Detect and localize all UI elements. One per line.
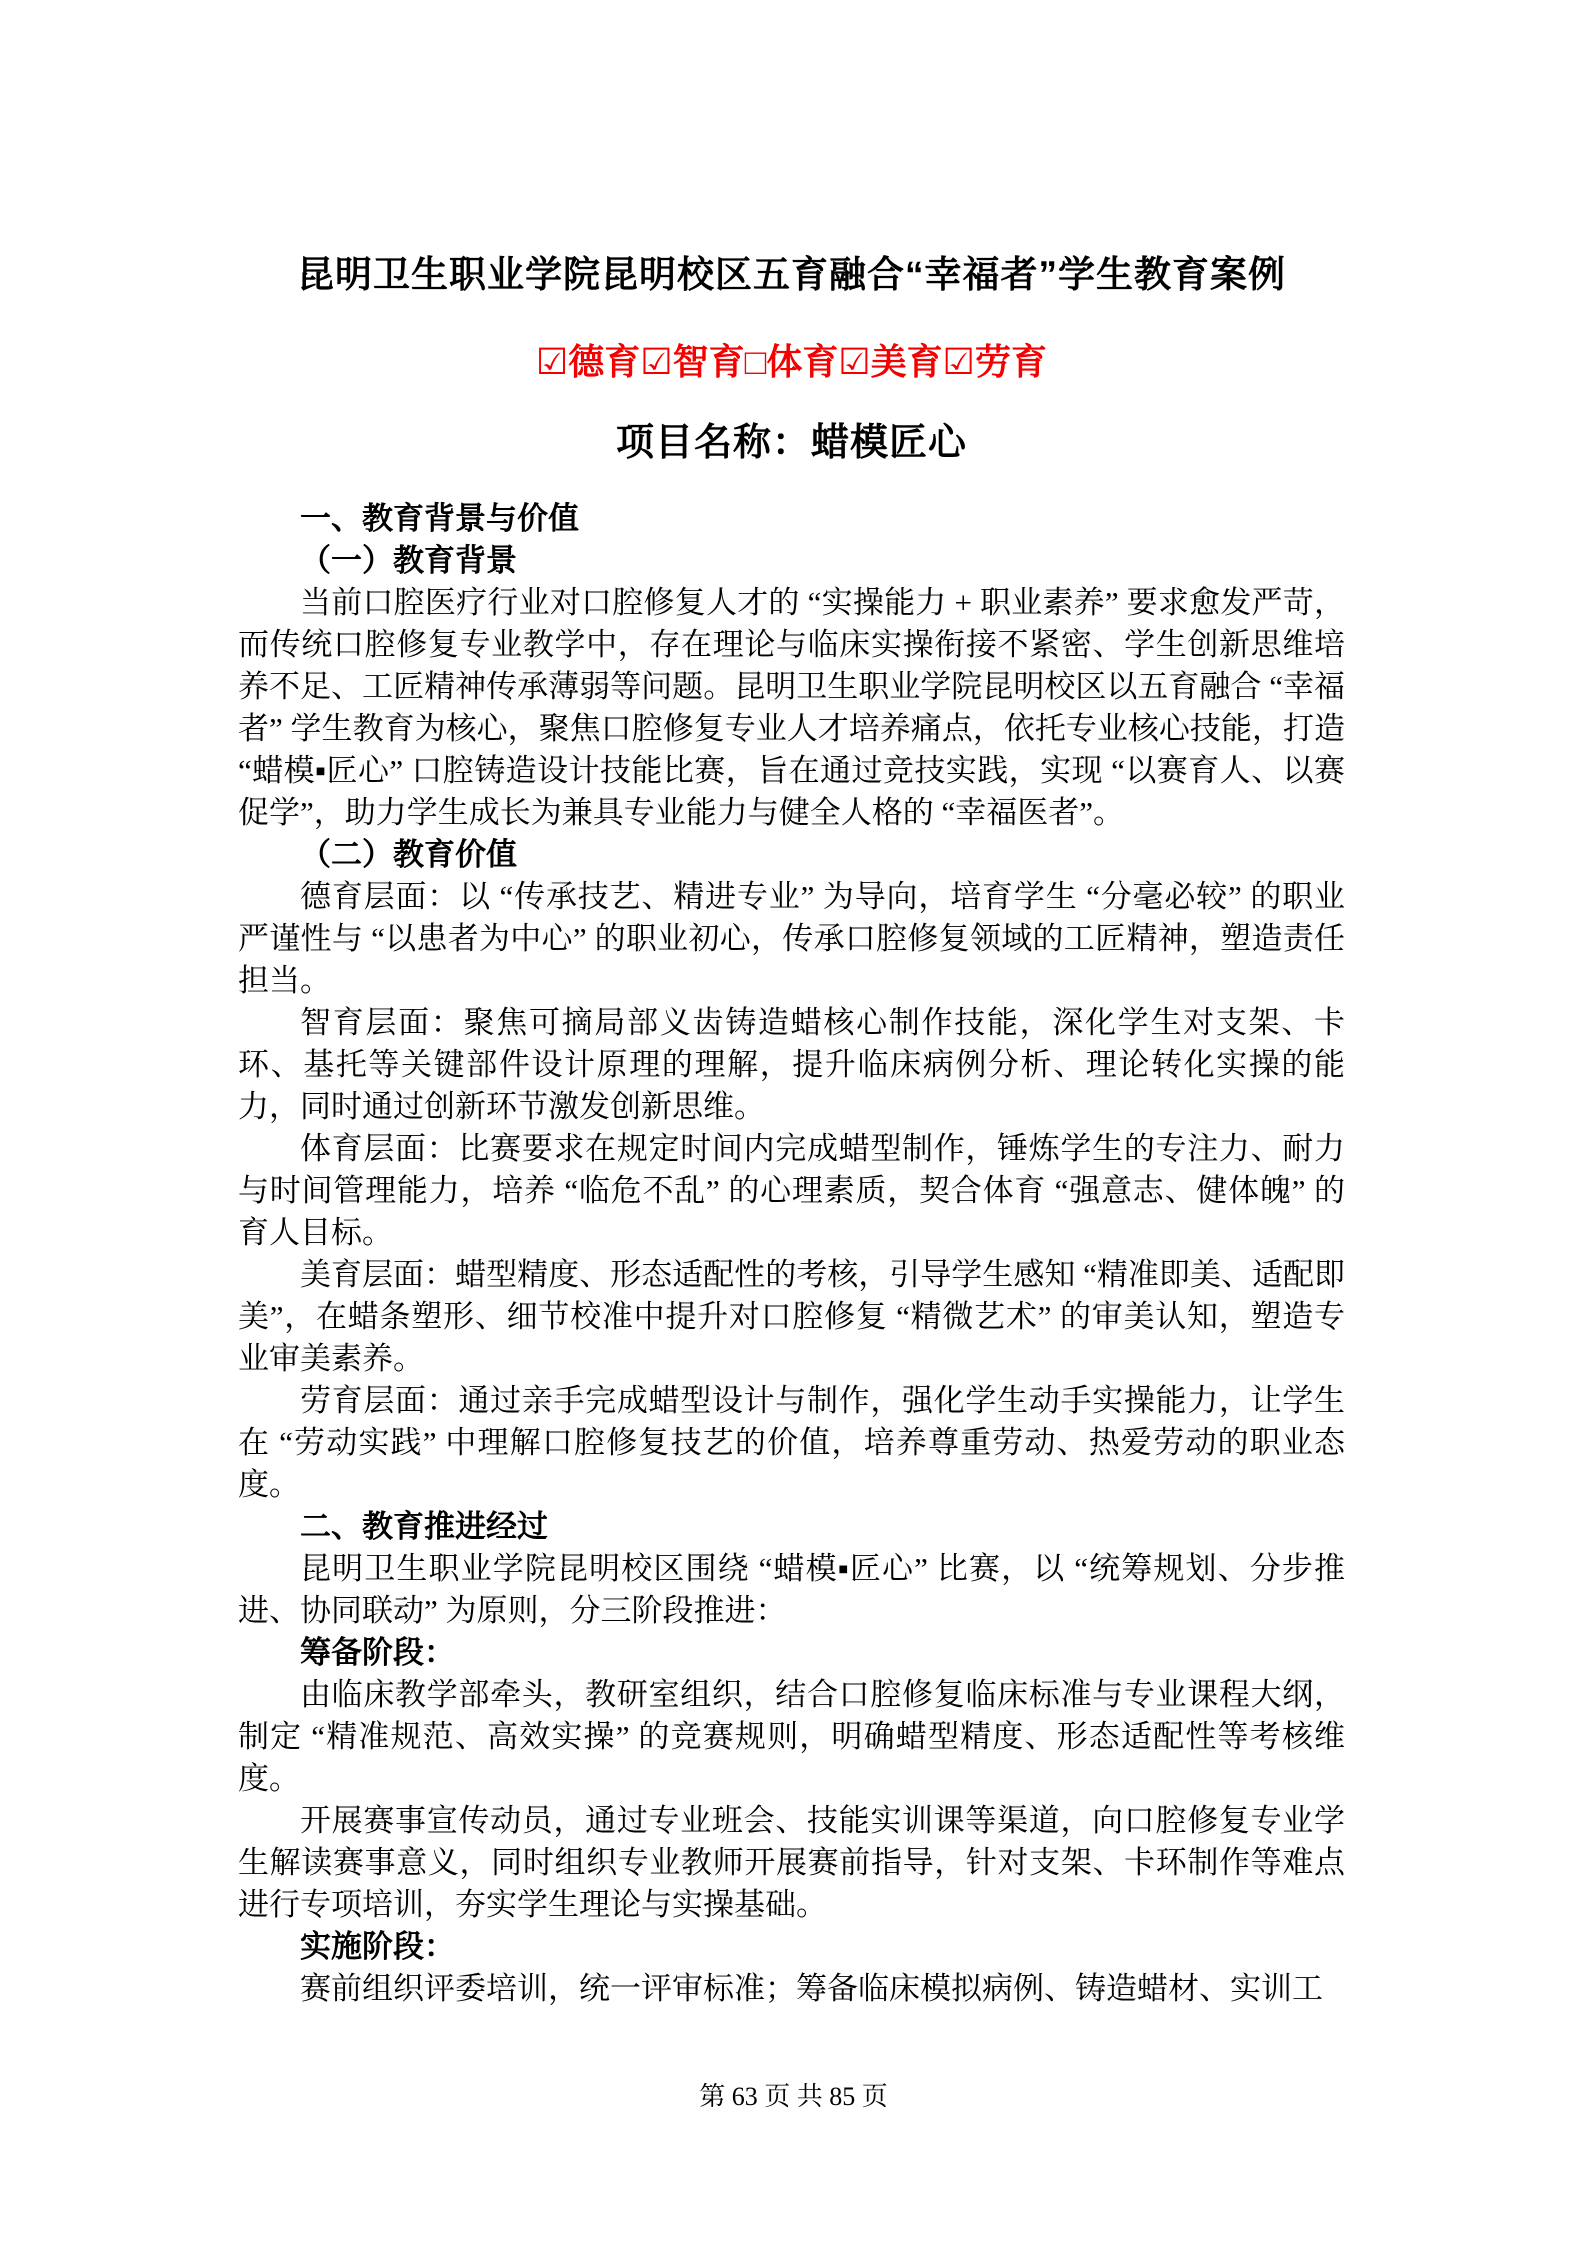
paragraph-process-intro: 昆明卫生职业学院昆明校区围绕 “蜡模▪匠心” 比赛，以 “统筹规划、分步推进、协同联动” 为原则，分三阶段推进： [238,1550,1345,1628]
paragraph-physical-edu: 体育层面：比赛要求在规定时间内完成蜡型制作，锤炼学生的专注力、耐力与时间管理能力，培养 “临危不乱” 的心理素质，契合体育 “强意志、健体魄” 的育人目标。 [238,1130,1345,1250]
five-edu-label-zhi: 智育 [672,341,745,383]
checked-checkbox-icon: ☑ [640,341,673,383]
five-edu-label-de: 德育 [568,341,641,383]
stage-heading-implementation: 实施阶段： [300,1928,455,1964]
checked-checkbox-icon: ☑ [942,341,975,383]
stage-heading-preparation: 筹备阶段： [300,1634,455,1670]
paragraph-background: 当前口腔医疗行业对口腔修复人才的 “实操能力 + 职业素养” 要求愈发严苛，而传统口腔修复专业教学中，存在理论与临床实操衔接不紧密、学生创新思维培养不足、工匠精神传承薄弱等问题。昆明卫生职业学院昆明校区以五育融合 “幸福者” 学生教育为核心，聚焦口腔修复专业人才培养痛点，依托专业核心技能，打造 “蜡模▪匠心” 口腔铸造设计技能比赛，旨在通过竞技实践，实现 “以赛育人、以赛促学”，助力学生成长为兼具专业能力与健全人格的 “幸福医者”。 [238,584,1345,830]
page-number-footer: 第 63 页 共 85 页 [699,2082,888,2111]
paragraph-moral-edu: 德育层面：以 “传承技艺、精进专业” 为导向，培育学生 “分毫必较” 的职业严谨性与 “以患者为中心” 的职业初心，传承口腔修复领域的工匠精神，塑造责任担当。 [238,878,1345,998]
subsection-heading-1-1: （一）教育背景 [300,542,517,578]
paragraph-labor-edu: 劳育层面：通过亲手完成蜡型设计与制作，强化学生动手实操能力，让学生在 “劳动实践” 中理解口腔修复技艺的价值，培养尊重劳动、热爱劳动的职业态度。 [238,1382,1345,1502]
five-edu-label-ti: 体育 [766,341,839,383]
project-name-title: 项目名称：蜡模匠心 [615,421,967,464]
paragraph-aesthetic-edu: 美育层面：蜡型精度、形态适配性的考核，引导学生感知 “精准即美、适配即美”，在蜡条塑形、细节校准中提升对口腔修复 “精微艺术” 的审美认知，塑造专业审美素养。 [238,1256,1345,1376]
document-body [238,498,1345,2010]
five-edu-label-mei: 美育 [870,341,943,383]
doc-title: 昆明卫生职业学院昆明校区五育融合“幸福者”学生教育案例 [297,254,1286,295]
unchecked-checkbox-icon: □ [744,341,767,383]
section-heading-2: 二、教育推进经过 [300,1508,548,1544]
checked-checkbox-icon: ☑ [536,341,569,383]
subsection-heading-1-2: （二）教育价值 [300,836,517,872]
paragraph-intellectual-edu: 智育层面：聚焦可摘局部义齿铸造蜡核心制作技能，深化学生对支架、卡环、基托等关键部件设计原理的理解，提升临床病例分析、理论转化实操的能力，同时通过创新环节激发创新思维。 [238,1004,1345,1124]
checked-checkbox-icon: ☑ [838,341,871,383]
document-page [238,0,1345,2010]
section-heading-1: 一、教育背景与价值 [300,500,579,536]
five-edu-label-lao: 劳育 [974,341,1047,383]
paragraph-implementation-1: 赛前组织评委培训，统一评审标准；筹备临床模拟病例、铸造蜡材、实训工 [300,1970,1323,2006]
paragraph-preparation-2: 开展赛事宣传动员，通过专业班会、技能实训课等渠道，向口腔修复专业学生解读赛事意义，同时组织专业教师开展赛前指导，针对支架、卡环制作等难点进行专项培训，夯实学生理论与实操基础。 [238,1802,1345,1922]
paragraph-preparation-1: 由临床教学部牵头，教研室组织，结合口腔修复临床标准与专业课程大纲，制定 “精准规范、高效实操” 的竞赛规则，明确蜡型精度、形态适配性等考核维度。 [238,1676,1345,1796]
five-education-checkline [238,340,1345,383]
